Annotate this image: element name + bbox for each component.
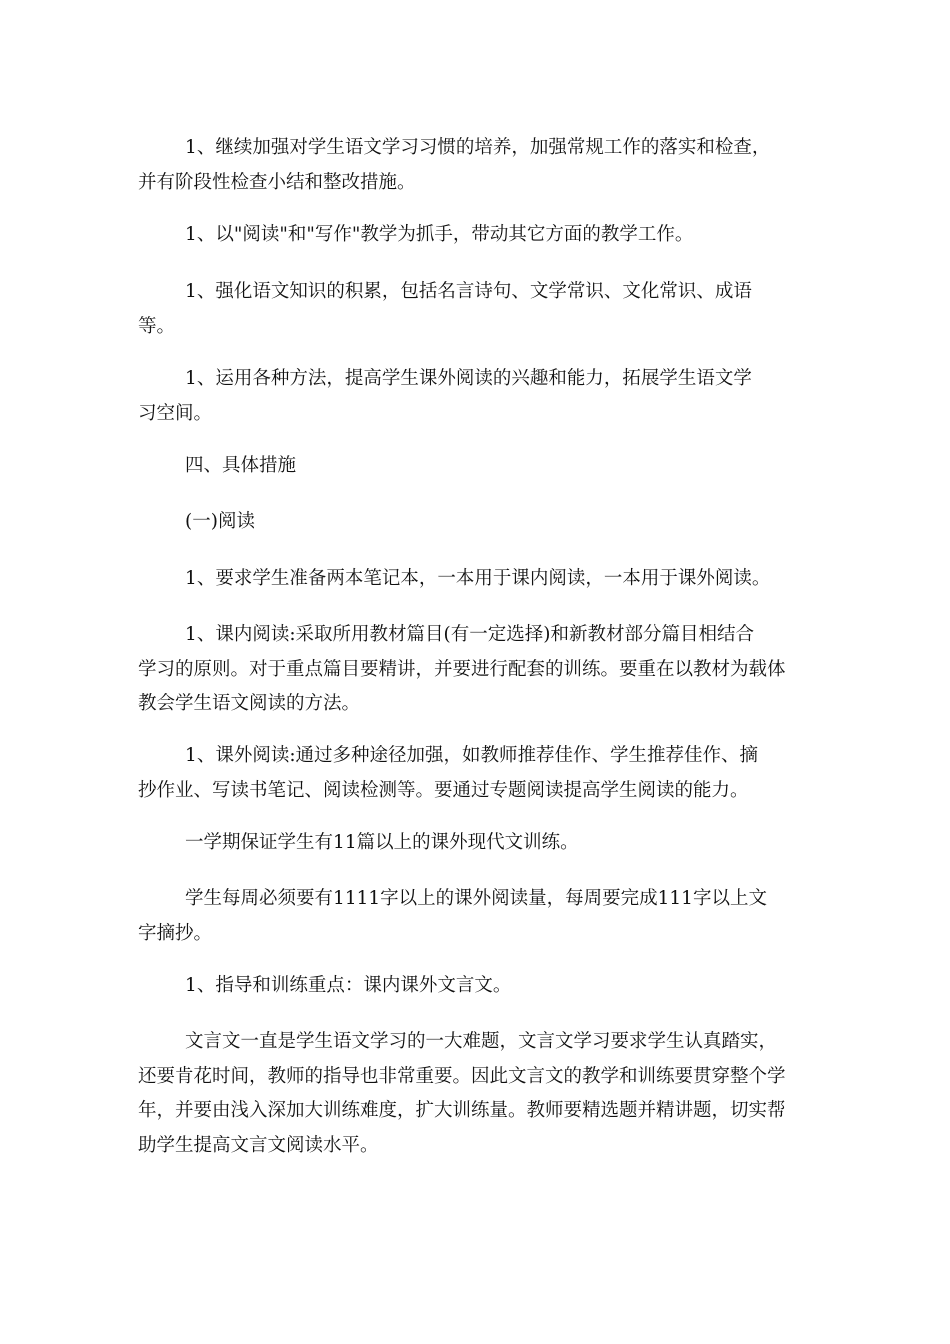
paragraph-classical-chinese: 文言文一直是学生语文学习的一大难题，文言文学习要求学生认真踏实， 还要肯花时间，教师的指导也非常重要。因此文言文的教学和训练要贯穿整个学 年，并要由浅入深加大训练难度，扩大训练量。教师要精选题并精讲题，切实帮 助学生提高文言文阅读水平。 (138, 1031, 786, 1156)
paragraph-extracurricular-interest: 1、运用各种方法，提高学生课外阅读的兴趣和能力，拓展学生语文学 习空间。 (138, 368, 752, 424)
paragraph-extracurricular-reading: 1、课外阅读:通过多种途径加强，如教师推荐佳作、学生推荐佳作、摘 抄作业、写读书笔记、阅读检测等。要通过专题阅读提高学生阅读的能力。 (138, 745, 759, 801)
paragraph-in-class-reading: 1、课内阅读:采取所用教材篇目(有一定选择)和新教材部分篇目相结合 学习的原则。对于重点篇目要精讲，并要进行配套的训练。要重在以教材为载体 教会学生语文阅读的方法。 (138, 624, 786, 714)
paragraph-knowledge-accumulation: 1、强化语文知识的积累，包括名言诗句、文学常识、文化常识、成语 等。 (138, 281, 752, 337)
paragraph-semester-training: 一学期保证学生有11篇以上的课外现代文训练。 (138, 832, 579, 853)
section-heading-measures: 四、具体措施 (138, 455, 297, 476)
paragraph-notebooks: 1、要求学生准备两本笔记本，一本用于课内阅读，一本用于课外阅读。 (138, 568, 771, 589)
paragraph-weekly-reading: 学生每周必须要有1111字以上的课外阅读量，每周要完成111字以上文 字摘抄。 (138, 888, 767, 944)
paragraph-habit-training: 1、继续加强对学生语文学习习惯的培养，加强常规工作的落实和检查， 并有阶段性检查小结和整改措施。 (138, 137, 771, 193)
subsection-heading-reading: (一)阅读 (138, 511, 255, 532)
paragraph-classical-focus: 1、指导和训练重点：课内课外文言文。 (138, 975, 512, 996)
paragraph-reading-writing-focus: 1、以"阅读"和"写作"教学为抓手，带动其它方面的教学工作。 (138, 224, 694, 245)
